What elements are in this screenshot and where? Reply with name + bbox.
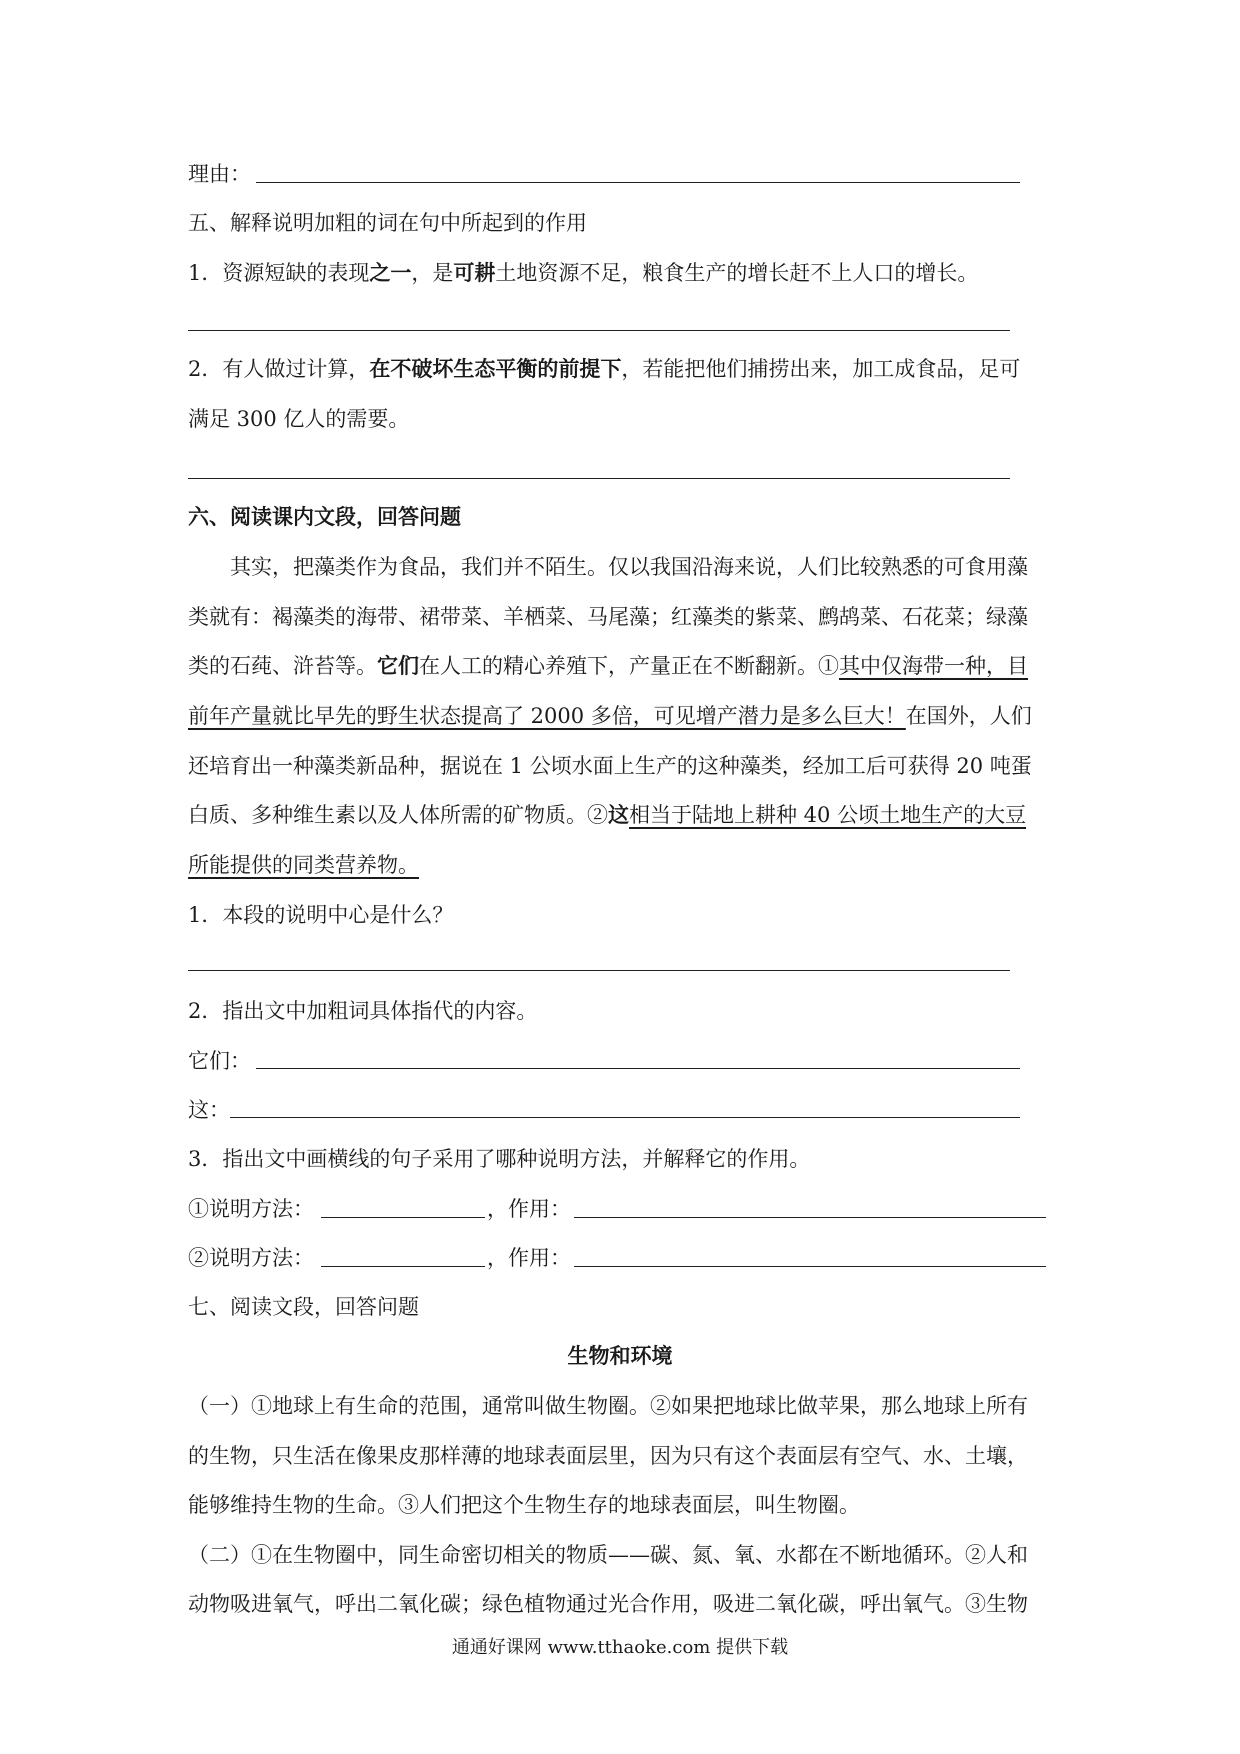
s6-question-3: 3．指出文中画横线的句子采用了哪种说明方法，并解释它的作用。: [188, 1147, 811, 1171]
s7-para-2-line-2: 动物吸进氧气，呼出二氧化碳；绿色植物通过光合作用，吸进二氧化碳，呼出氧气。③生物: [188, 1592, 1028, 1616]
section-5-heading: 五、解释说明加粗的词在句中所起到的作用: [188, 211, 587, 235]
s5-q1-text-e: 土地资源不足，粮食生产的增长赶不上人口的增长。: [495, 261, 979, 285]
s6-question-2: 2．指出文中加粗词具体指代的内容。: [188, 999, 538, 1023]
s5-question-2-line2: 满足 300 亿人的需要。: [188, 407, 410, 431]
s6-method-2-blank[interactable]: [321, 1266, 485, 1267]
s5-q1-text-a: 1．资源短缺的表现: [188, 261, 370, 285]
s6-method-2-label: ②说明方法：: [188, 1246, 314, 1270]
s5-q2-answer-blank[interactable]: [188, 478, 1010, 479]
s7-article-title: 生物和环境: [567, 1343, 673, 1368]
s6-p3-bold-tamen: 它们: [377, 653, 419, 678]
s6-passage-line-3: [188, 652, 1028, 680]
s6-zhe-answer-blank[interactable]: [230, 1117, 1020, 1118]
s6-passage-line-2: 类就有：褐藻类的海带、裙带菜、羊栖菜、马尾藻；红藻类的紫菜、鹧鸪菜、石花菜；绿藻: [188, 605, 1028, 629]
s6-p4-underlined: 前年产量就比早先的野生状态提高了 2000 多倍，可见增产潜力是多么巨大！: [188, 704, 906, 728]
s5-q2-text-a: 2．有人做过计算，: [188, 357, 370, 381]
s5-q1-bold-zhiyi: 之一: [369, 260, 412, 285]
s6-tamen-label: 它们：: [188, 1049, 251, 1073]
s7-para-2-line-1: （二）①在生物圈中，同生命密切相关的物质——碳、氮、氧、水都在不断地循环。②人和: [188, 1543, 1028, 1567]
s5-q2-text-c: ，若能把他们捕捞出来，加工成食品，足可: [621, 357, 1021, 381]
s7-para-1-line-2: 的生物，只生活在像果皮那样薄的地球表面层里，因为只有这个表面层有空气、水、土壤，: [188, 1444, 1028, 1468]
s6-p3-text-c: 在人工的精心养殖下，产量正在不断翻新。①: [419, 654, 839, 678]
s6-question-1: 1．本段的说明中心是什么？: [188, 903, 454, 927]
s5-q1-answer-blank[interactable]: [188, 330, 1010, 331]
s6-p3-text-a: 类的石莼、浒苔等。: [188, 654, 377, 678]
s6-passage-line-7: [188, 851, 419, 879]
s5-q1-bold-kegeng: 可耕: [453, 260, 496, 285]
s6-method-1-label: ①说明方法：: [188, 1197, 314, 1221]
s5-q1-text-c: ，是: [411, 261, 454, 285]
s6-p6-text-a: 白质、多种维生素以及人体所需的矿物质。②: [188, 803, 608, 827]
s6-passage-line-1: 其实，把藻类作为食品，我们并不陌生。仅以我国沿海来说，人们比较熟悉的可食用藻: [230, 555, 1028, 579]
s6-passage-line-6: [188, 801, 1026, 829]
reason-label: 理由：: [188, 162, 251, 186]
s5-question-2: [188, 355, 1020, 383]
s6-effect-1-blank[interactable]: [574, 1217, 1046, 1218]
section-6-heading: 六、阅读课内文段，回答问题: [188, 504, 461, 529]
s6-p6-bold-zhe: 这: [608, 802, 629, 827]
s7-para-1-line-1: （一）①地球上有生命的范围，通常叫做生物圈。②如果把地球比做苹果，那么地球上所有: [188, 1394, 1028, 1418]
s5-question-1: [188, 259, 978, 287]
reason-answer-blank[interactable]: [256, 182, 1020, 183]
s6-passage-line-4: [188, 702, 1032, 730]
s7-para-1-line-3: 能够维持生物的生命。③人们把这个生物生存的地球表面层，叫生物圈。: [188, 1493, 860, 1517]
s6-passage-line-5: 还培育出一种藻类新品种，据说在 1 公顷水面上生产的这种藻类，经加工后可获得 20 吨蛋: [188, 754, 1032, 778]
section-7-heading: 七、阅读文段，回答问题: [188, 1295, 419, 1319]
s6-method-1-blank[interactable]: [321, 1217, 485, 1218]
s6-q1-answer-blank[interactable]: [188, 970, 1010, 971]
s6-p4-text-b: 在国外，人们: [905, 704, 1032, 728]
s6-p7-underlined: 所能提供的同类营养物。: [188, 853, 419, 877]
s6-tamen-answer-blank[interactable]: [256, 1068, 1020, 1069]
s6-p3-underlined: 其中仅海带一种，目: [839, 654, 1028, 678]
footer-download-note: 通通好课网 www.tthaoke.com 提供下载: [451, 1637, 789, 1658]
s5-q2-bold-phrase: 在不破坏生态平衡的前提下: [369, 356, 622, 381]
s6-method-2-effect-label: ，作用：: [487, 1246, 571, 1270]
s6-p6-underlined: 相当于陆地上耕种 40 公顷土地生产的大豆: [629, 803, 1027, 827]
s6-zhe-label: 这：: [188, 1098, 230, 1122]
s6-method-1-effect-label: ，作用：: [487, 1197, 571, 1221]
s6-effect-2-blank[interactable]: [574, 1266, 1046, 1267]
